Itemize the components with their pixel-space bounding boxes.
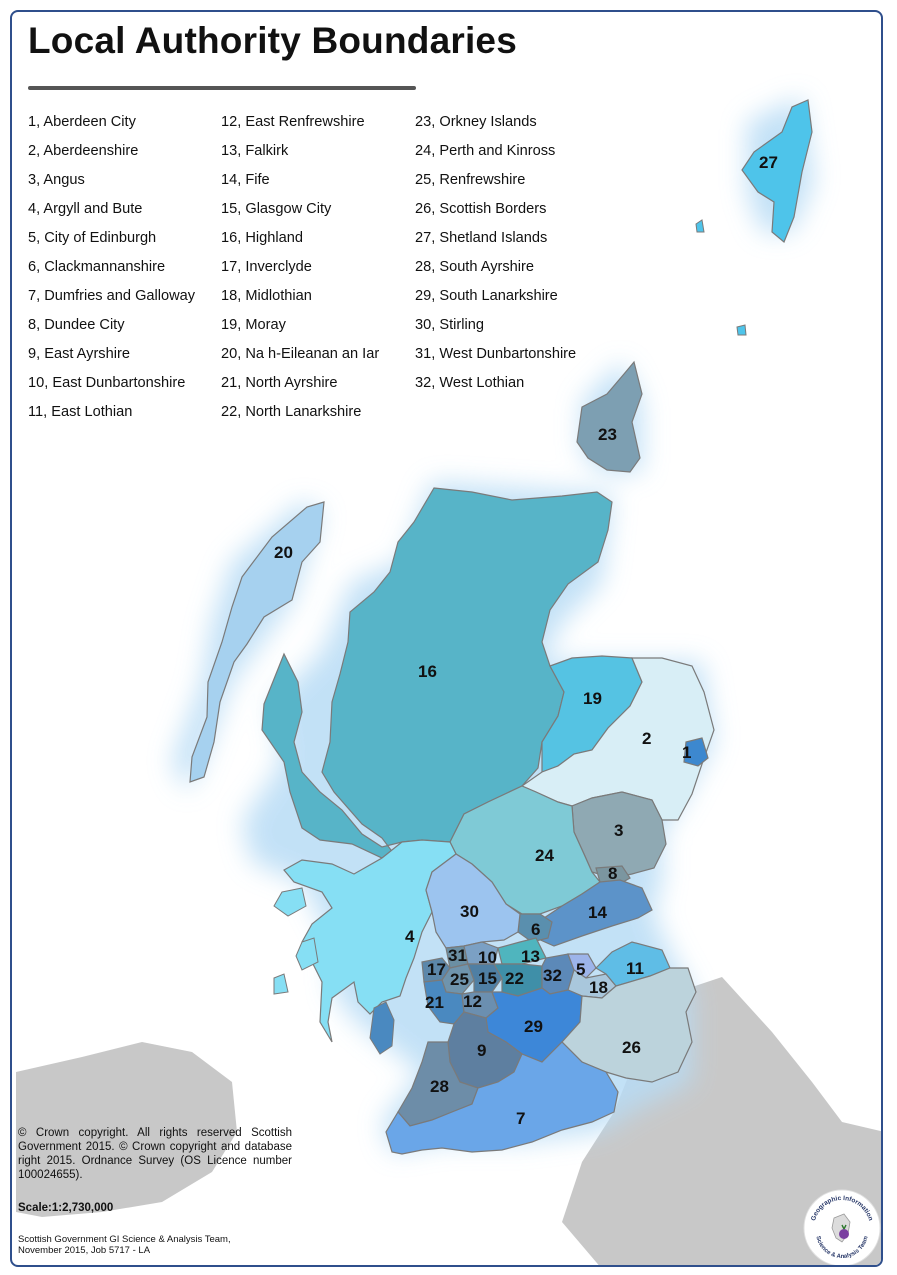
credit-text: Scottish Government GI Science & Analysis Team, November 2015, Job 5717 - LA xyxy=(18,1234,231,1256)
legend-item: 13, Falkirk xyxy=(221,143,289,159)
label-11: 11 xyxy=(626,959,644,978)
legend-item: 27, Shetland Islands xyxy=(415,230,548,246)
legend-item: 21, North Ayrshire xyxy=(221,375,338,391)
label-7: 7 xyxy=(516,1109,526,1128)
label-25: 25 xyxy=(450,970,469,989)
label-26: 26 xyxy=(622,1038,641,1057)
label-2: 2 xyxy=(642,729,652,748)
legend-item: 3, Angus xyxy=(28,172,85,188)
legend-item: 14, Fife xyxy=(221,172,270,188)
label-15: 15 xyxy=(478,969,497,988)
label-19: 19 xyxy=(583,689,602,708)
label-30: 30 xyxy=(460,902,479,921)
legend-item: 11, East Lothian xyxy=(28,404,133,420)
legend-item: 4, Argyll and Bute xyxy=(28,201,143,217)
label-23: 23 xyxy=(598,425,617,444)
scale-text: Scale:1:2,730,000 xyxy=(18,1202,114,1214)
label-4: 4 xyxy=(405,927,415,946)
label-17: 17 xyxy=(427,960,446,979)
legend-item: 7, Dumfries and Galloway xyxy=(28,288,196,304)
legend-item: 18, Midlothian xyxy=(221,288,312,304)
label-29: 29 xyxy=(524,1017,543,1036)
legend-item: 5, City of Edinburgh xyxy=(28,230,157,246)
legend-item: 1, Aberdeen City xyxy=(28,114,136,130)
label-3: 3 xyxy=(614,821,624,840)
label-27: 27 xyxy=(759,153,778,172)
legend-item: 32, West Lothian xyxy=(415,375,525,391)
legend-item: 15, Glasgow City xyxy=(221,201,332,217)
legend-item: 20, Na h-Eileanan an Iar xyxy=(221,346,380,362)
label-16: 16 xyxy=(418,662,437,681)
title-underline xyxy=(28,86,416,90)
map-frame xyxy=(10,10,883,1267)
label-13: 13 xyxy=(521,947,540,966)
legend-item: 26, Scottish Borders xyxy=(415,201,547,217)
label-6: 6 xyxy=(531,920,541,939)
legend-item: 31, West Dunbartonshire xyxy=(415,346,577,362)
legend-item: 17, Inverclyde xyxy=(221,259,312,275)
svg-text:Science & Analysis Team: Science & Analysis Team xyxy=(814,1235,870,1261)
legend-column-1 xyxy=(28,108,195,427)
legend-item: 9, East Ayrshire xyxy=(28,346,130,362)
legend-item: 22, North Lanarkshire xyxy=(221,404,362,420)
legend-item: 16, Highland xyxy=(221,230,303,246)
legend-column-3 xyxy=(415,108,576,398)
label-5: 5 xyxy=(576,960,586,979)
legend-item: 8, Dundee City xyxy=(28,317,125,333)
legend-item: 29, South Lanarkshire xyxy=(415,288,558,304)
svg-text:Geographic Information: Geographic Information xyxy=(810,1194,874,1222)
label-20: 20 xyxy=(274,543,293,562)
label-10: 10 xyxy=(478,948,497,967)
label-14: 14 xyxy=(588,903,607,922)
legend-item: 30, Stirling xyxy=(415,317,484,333)
label-1: 1 xyxy=(682,743,692,762)
region-4-islands xyxy=(274,888,318,994)
legend-item: 12, East Renfrewshire xyxy=(221,114,365,130)
label-12: 12 xyxy=(463,992,482,1011)
label-31: 31 xyxy=(448,946,467,965)
copyright-notice: © Crown copyright. All rights reserved Scottish Government 2015. © Crown copyright and database right 2015. Ordnance Survey (OS Licence number 100024655). xyxy=(18,1127,292,1181)
legend-item: 23, Orkney Islands xyxy=(415,114,537,130)
label-24: 24 xyxy=(535,846,554,865)
region-27-island-2 xyxy=(737,325,746,335)
label-21: 21 xyxy=(425,993,444,1012)
legend-item: 2, Aberdeenshire xyxy=(28,143,139,159)
region-27-island xyxy=(696,220,704,232)
label-18: 18 xyxy=(589,978,608,997)
label-9: 9 xyxy=(477,1041,487,1060)
legend-item: 28, South Ayrshire xyxy=(415,259,534,275)
gisat-logo xyxy=(802,1188,882,1267)
label-28: 28 xyxy=(430,1077,449,1096)
legend-item: 19, Moray xyxy=(221,317,286,333)
label-22: 22 xyxy=(505,969,524,988)
label-8: 8 xyxy=(608,864,618,883)
legend-item: 10, East Dunbartonshire xyxy=(28,375,186,391)
legend-column-2 xyxy=(221,108,379,427)
legend-item: 24, Perth and Kinross xyxy=(415,143,556,159)
legend-item: 6, Clackmannanshire xyxy=(28,259,166,275)
label-32: 32 xyxy=(543,966,562,985)
page-title: Local Authority Boundaries xyxy=(28,20,517,61)
legend-item: 25, Renfrewshire xyxy=(415,172,526,188)
